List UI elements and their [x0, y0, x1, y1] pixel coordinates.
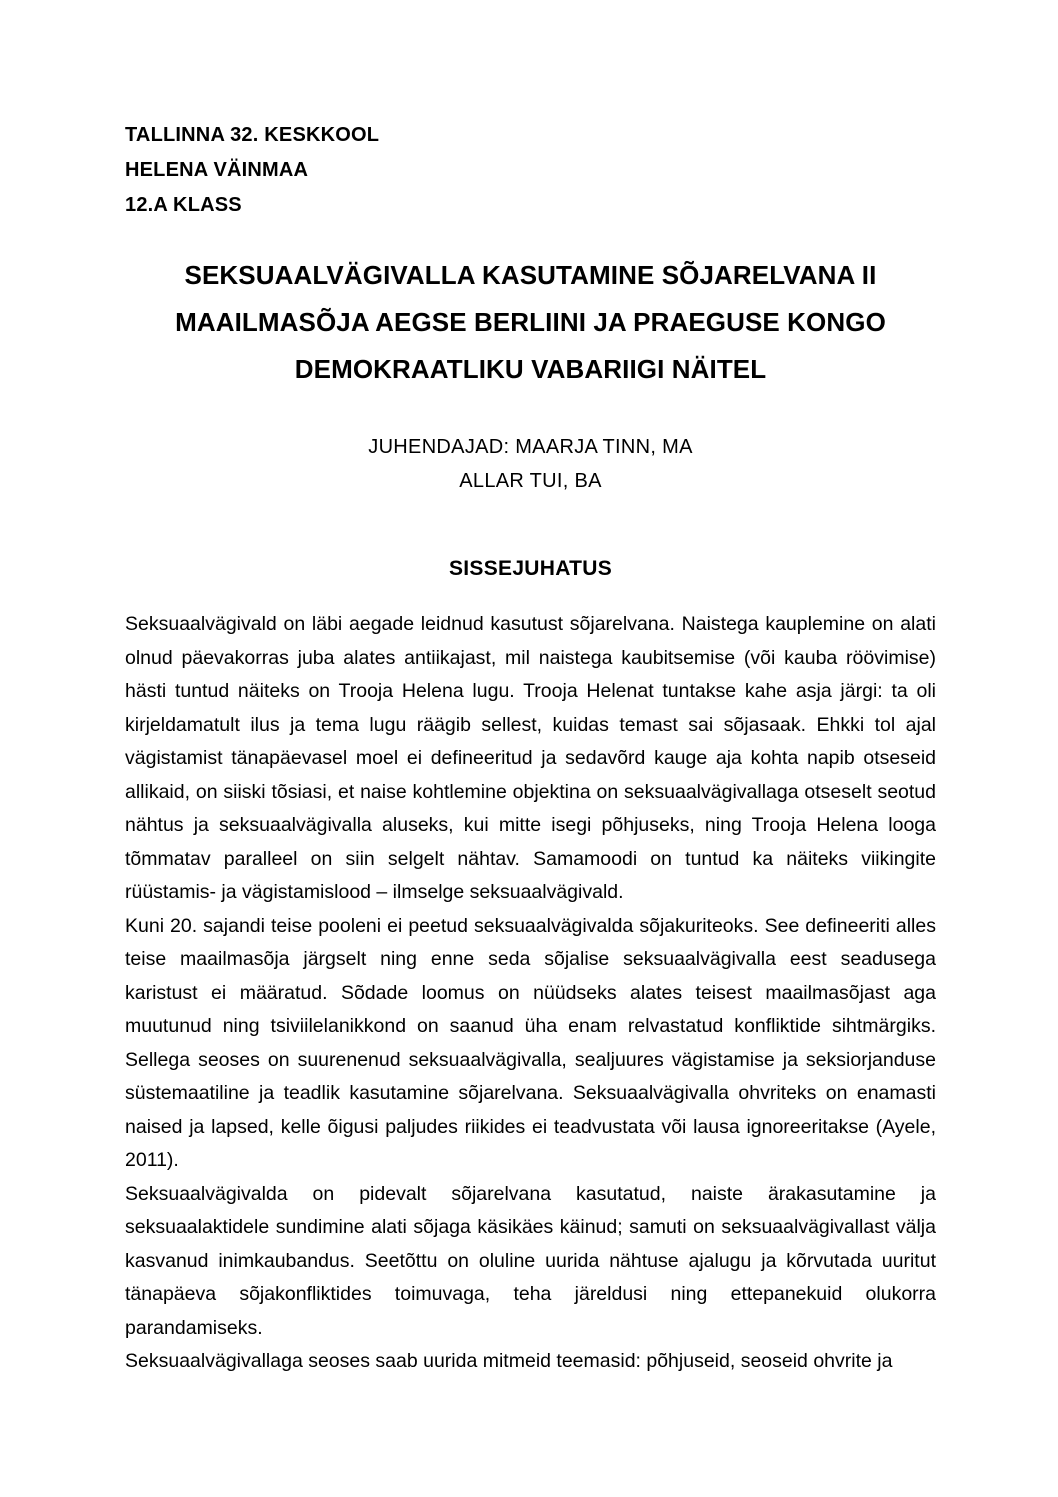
introduction-body	[125, 608, 936, 1379]
title-line-1: SEKSUAALVÄGIVALLA KASUTAMINE SÕJARELVANA II	[184, 260, 877, 290]
title-line-3: DEMOKRAATLIKU VABARIIGI NÄITEL	[294, 354, 767, 384]
document-title	[125, 252, 936, 393]
paragraph-3: Seksuaalvägivalda on pidevalt sõjarelvana kasutatud, naiste ärakasutamine ja seksuaalaktidele sundimine alati sõjaga käsikäes käinud; samuti on seksuaalvägivallast välja kasvanud inimkaubandus. Seetõttu on oluline uurida nähtuse ajalugu ja kõrvutada uuritut tänapäeva sõjakonfliktides toimuvaga, teha järeldusi ning ettepanekuid olukorra parandamiseks.	[125, 1182, 936, 1339]
paragraph-2: Kuni 20. sajandi teise pooleni ei peetud seksuaalvägivalda sõjakuriteoks. See defineeriti alles teise maailmasõja järgselt ning enne seda sõjalise seksuaalvägivalla eest seadusega karistust ei määratud. Sõdade loomus on nüüdseks alates teisest maailmasõjast aga muutunud ning tsiviilelanikkond on saanud üha enam relvastatud konfliktide sihtmärgiks. Sellega seoses on suurenenud seksuaalvägivalla, sealjuures vägistamise ja seksiorjanduse süstemaatiline ja teadlik kasutamine sõjarelvana. Seksuaalvägivalla ohvriteks on enamasti naised ja lapsed, kelle õigusi paljudes riikides ei teadvustata või lausa ignoreeritakse (Ayele, 2011).	[125, 914, 936, 1171]
supervisors-block	[125, 430, 936, 498]
section-heading: SISSEJUHATUS	[448, 557, 613, 580]
supervisor-line-1: JUHENDAJAD: MAARJA TINN, MA	[368, 436, 693, 458]
paragraph-1: Seksuaalvägivald on läbi aegade leidnud kasutust sõjarelvana. Naistega kauplemine on alati olnud päevakorras juba alates antiikajast, mil naistega kaubitsemise (või kauba röövimise) hästi tuntud näiteks on Trooja Helena lugu. Trooja Helenat tuntakse kahe asja järgi: ta oli kirjeldamatult ilus ja tema lugu räägib sellest, kuidas temast sai sõjasaak. Ehkki tol ajal vägistamist tänapäevasel moel ei defineeritud ja sedavõrd kauge aja kohta napib otseseid allikaid, on siiski tõsiasi, et naise kohtlemine objektina on seksuaalvägivallaga otseselt seotud nähtus ja seksuaalvägivalla aluseks, kui mitte isegi põhjuseks, ning Trooja Helena looga tõmmatav paralleel on siin selgelt nähtav. Samamoodi on tuntud ka näiteks viikingite rüüstamis- ja vägistamislood – ilmselge seksuaalvägivald.	[125, 613, 936, 903]
title-line-2: MAAILMASÕJA AEGSE BERLIINI JA PRAEGUSE KONGO	[175, 307, 886, 337]
author-name: HELENA VÄINMAA	[125, 159, 309, 181]
paragraph-4: Seksuaalvägivallaga seoses saab uurida mitmeid teemasid: põhjuseid, seoseid ohvrite ja	[125, 1350, 893, 1372]
document-header	[125, 118, 379, 223]
class-name: 12.A KLASS	[125, 194, 242, 216]
supervisor-line-2: ALLAR TUI, BA	[459, 470, 602, 492]
school-name: TALLINNA 32. KESKKOOL	[125, 124, 380, 146]
